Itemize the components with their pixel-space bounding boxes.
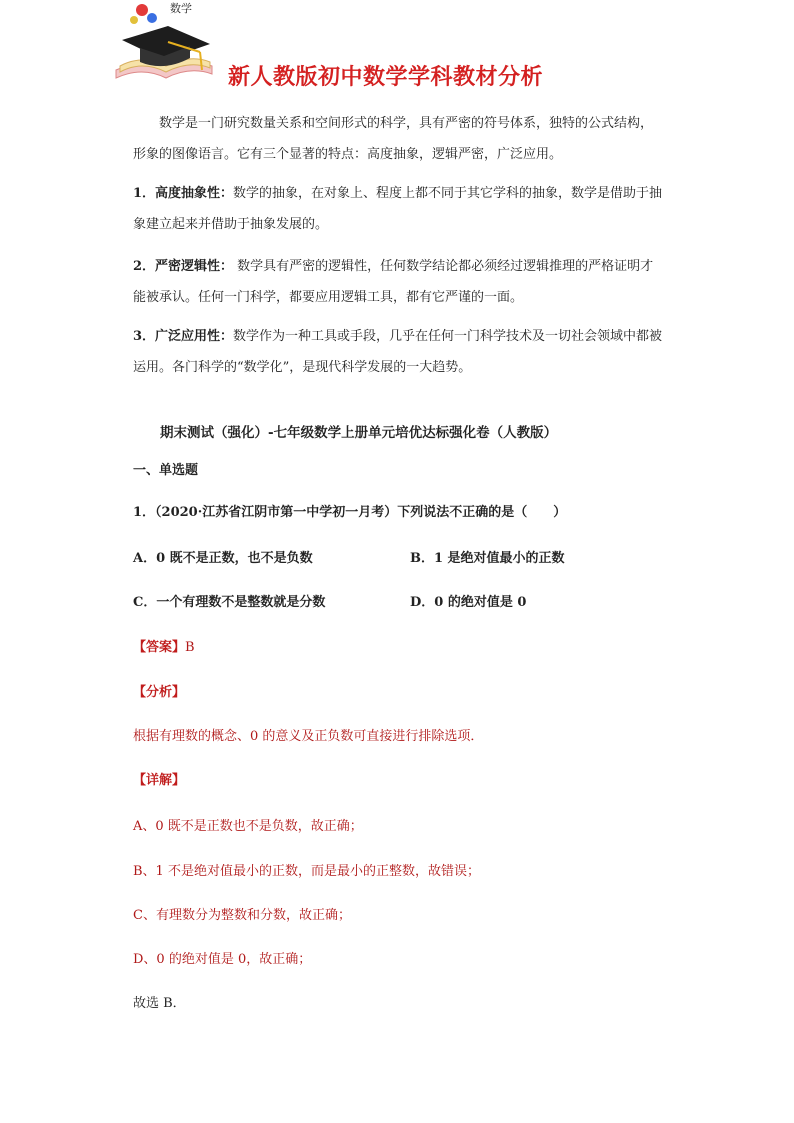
detail-item: C、有理数分为整数和分数，故正确； bbox=[133, 908, 351, 923]
detail-item: B、1 不是绝对值最小的正数，而是最小的正整数，故错误； bbox=[133, 864, 480, 879]
option-b: B．1 是绝对值最小的正数 bbox=[410, 551, 565, 566]
option-d: D．0 的绝对值是 0 bbox=[410, 595, 527, 610]
option-c: C．一个有理数不是整数就是分数 bbox=[133, 595, 326, 610]
feature-text: 数学的抽象，在对象上、程度上都不同于其它学科的抽象，数学是借助于抽象建立起来并借助于抽象发展的。 bbox=[133, 186, 663, 232]
logo-label: 数学 bbox=[170, 2, 192, 15]
exam-title: 期末测试（强化）-七年级数学上册单元培优达标强化卷（人教版） bbox=[160, 425, 558, 441]
math-logo bbox=[112, 0, 216, 82]
feature-text: 数学作为一种工具或手段，几乎在任何一门科学技术及一切社会领域中都被运用。各门科学的“数学化”，是现代科学发展的一大趋势。 bbox=[133, 329, 663, 375]
intro-paragraph: 数学是一门研究数量关系和空间形式的科学，具有严密的符号体系，独特的公式结构，形象的图像语言。它有三个显著的特点：高度抽象，逻辑严密，广泛应用。 bbox=[133, 116, 654, 162]
feature-label: 1．高度抽象性： bbox=[133, 186, 234, 201]
answer-value: B bbox=[185, 640, 195, 655]
feature-label: 3．广泛应用性： bbox=[133, 329, 234, 344]
detail-item: A、0 既不是正数也不是负数，故正确； bbox=[133, 819, 363, 834]
option-a: A．0 既不是正数，也不是负数 bbox=[133, 551, 313, 566]
feature-label: 2．严密逻辑性： bbox=[133, 259, 234, 274]
answer-tag: 【答案】 bbox=[133, 640, 186, 655]
conclusion: 故选 B． bbox=[133, 996, 186, 1011]
answer-line bbox=[133, 636, 195, 655]
page-title: 新人教版初中数学学科教材分析 bbox=[228, 65, 544, 90]
graduation-cap-icon bbox=[112, 0, 216, 82]
section-heading: 一、单选题 bbox=[133, 463, 199, 478]
analysis-text: 根据有理数的概念、0 的意义及正负数可直接进行排除选项． bbox=[133, 729, 484, 744]
feature-item bbox=[133, 321, 663, 383]
feature-item bbox=[133, 178, 663, 240]
question-text: 1．（2020·江苏省江阴市第一中学初一月考）下列说法不正确的是（ ） bbox=[133, 505, 567, 520]
detail-item: D、0 的绝对值是 0，故正确； bbox=[133, 952, 312, 967]
detail-tag: 【详解】 bbox=[133, 773, 186, 788]
analysis-tag: 【分析】 bbox=[133, 685, 186, 700]
feature-text: 数学具有严密的逻辑性，任何数学结论都必须经过逻辑推理的严格证明才能被承认。任何一门科学，都要应用逻辑工具，都有它严谨的一面。 bbox=[133, 259, 654, 305]
feature-item bbox=[133, 251, 663, 313]
